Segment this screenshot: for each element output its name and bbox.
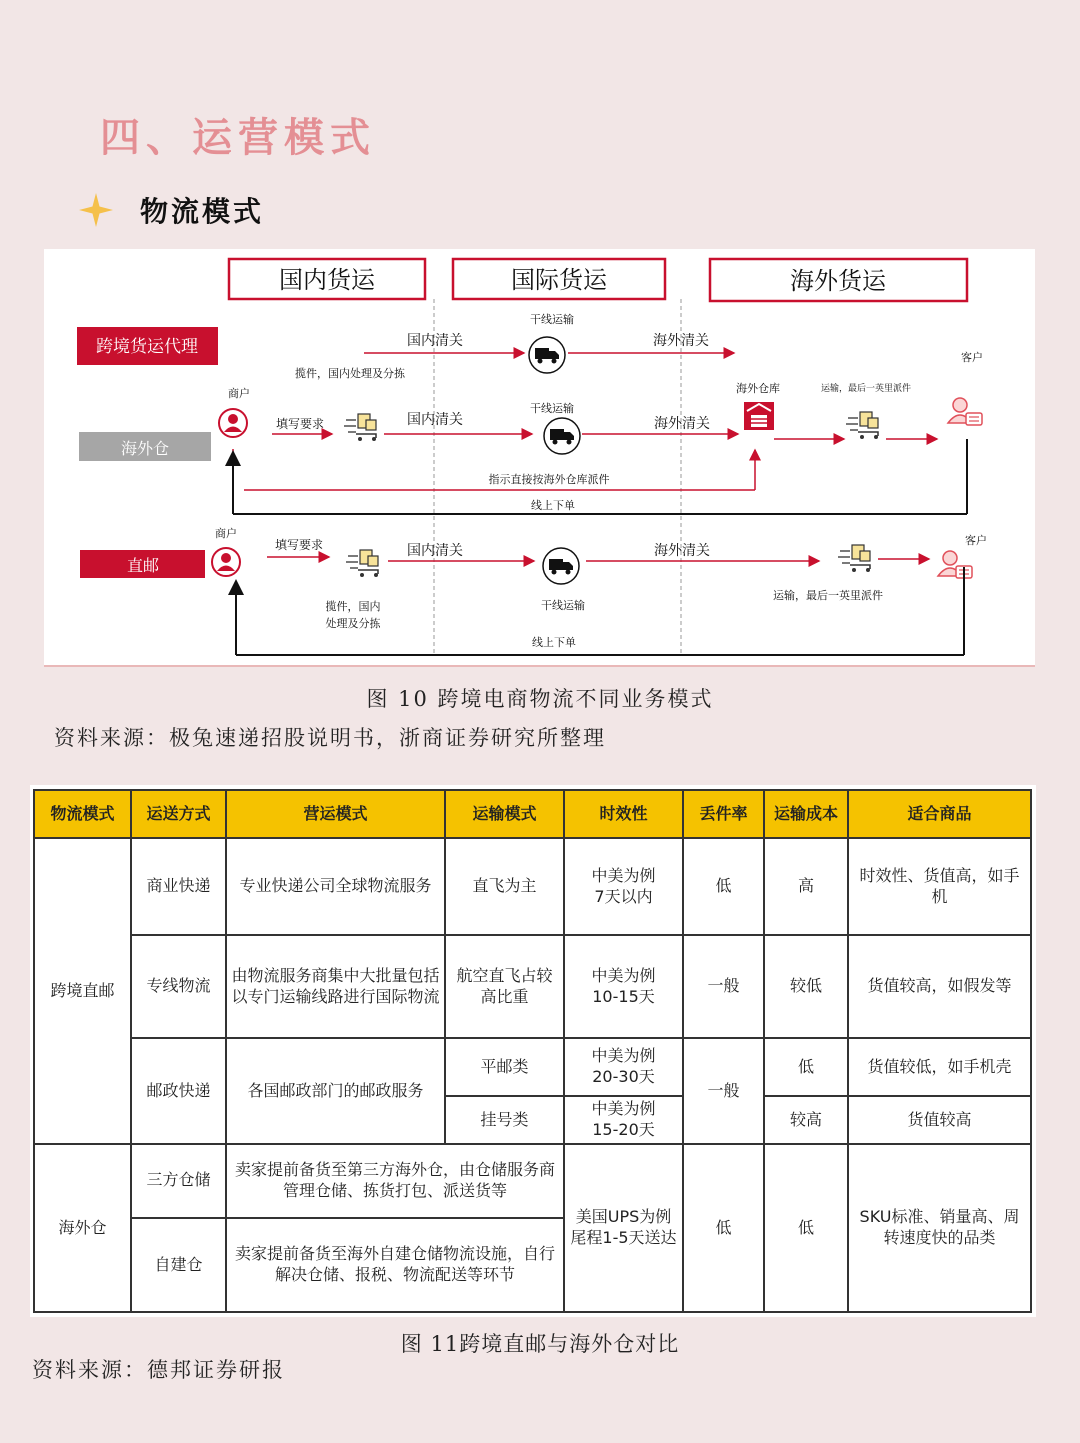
table-cell: 一般 xyxy=(683,1038,764,1144)
sorting-icon xyxy=(846,412,878,439)
table-cell: 货值较高，如假发等 xyxy=(848,935,1031,1038)
table-cell: 高 xyxy=(764,838,848,935)
table-cell: 商业快递 xyxy=(131,838,226,935)
logistics-diagram xyxy=(44,249,1035,667)
mode-cell: 跨境直邮 xyxy=(34,838,131,1144)
table-cell: 低 xyxy=(764,1144,848,1312)
table-cell: 一般 xyxy=(683,935,764,1038)
mode-cell: 海外仓 xyxy=(34,1144,131,1312)
section-subheading xyxy=(78,185,264,235)
table-cell: 中美为例 15-20天 xyxy=(564,1096,683,1144)
table-cell: 中美为例 7天以内 xyxy=(564,838,683,935)
row2-merchant-label: 商户 xyxy=(228,387,250,400)
table-cell: 货值较低，如手机壳 xyxy=(848,1038,1031,1096)
row1-overseas-clearance: 海外清关 xyxy=(653,333,709,349)
table-cell: 由物流服务商集中大批量包括以专门运输线路进行国际物流 xyxy=(226,935,445,1038)
table-cell: 平邮类 xyxy=(445,1038,564,1096)
sorting-icon xyxy=(838,545,870,572)
header-domestic-label: 国内货运 xyxy=(279,266,375,294)
col-header: 营运模式 xyxy=(226,790,445,838)
figure-11-source: 资料来源：德邦证券研报 xyxy=(32,1358,285,1382)
table-cell: 邮政快递 xyxy=(131,1038,226,1144)
mode-overseas-warehouse-label: 海外仓 xyxy=(120,439,170,458)
figure-10-source: 资料来源：极兔速递招股说明书，浙商证券研究所整理 xyxy=(54,726,606,750)
sorting-icon xyxy=(344,414,376,441)
truck-icon xyxy=(529,337,565,373)
row3-merchant-label: 商户 xyxy=(215,527,237,540)
row3-domestic-clearance: 国内清关 xyxy=(407,543,463,559)
table-cell: 较高 xyxy=(764,1096,848,1144)
col-header: 运输模式 xyxy=(445,790,564,838)
row2-customer-label: 客户 xyxy=(961,351,983,364)
comparison-table-panel xyxy=(30,785,1036,1317)
truck-icon xyxy=(544,418,580,454)
table-cell: 较低 xyxy=(764,935,848,1038)
table-cell: 货值较高 xyxy=(848,1096,1031,1144)
col-header: 适合商品 xyxy=(848,790,1031,838)
table-cell: 航空直飞占较高比重 xyxy=(445,935,564,1038)
row3-last-mile: 运输，最后一英里派件 xyxy=(773,589,883,602)
customer-icon xyxy=(938,551,972,578)
table-cell: 专业快递公司全球物流服务 xyxy=(226,838,445,935)
truck-icon xyxy=(543,548,579,584)
row2-fill-request: 填写要求 xyxy=(275,417,325,431)
row2-instruct: 指示直接按海外仓库派件 xyxy=(488,473,610,486)
row3-fill-request: 填写要求 xyxy=(274,538,324,552)
table-cell: 各国邮政部门的邮政服务 xyxy=(226,1038,445,1144)
figure-11-caption: 图 11跨境直邮与海外仓对比 xyxy=(400,1332,680,1356)
table-cell: 中美为例 10-15天 xyxy=(564,935,683,1038)
table-cell: 时效性、货值高，如手机 xyxy=(848,838,1031,935)
table-row xyxy=(34,1038,1031,1096)
table-cell: 美国UPS为例尾程1-5天送达 xyxy=(564,1144,683,1312)
col-header: 丢件率 xyxy=(683,790,764,838)
row3-online-order: 线上下单 xyxy=(532,636,576,649)
table-header-row xyxy=(34,790,1031,838)
table-cell: 专线物流 xyxy=(131,935,226,1038)
table-cell: 卖家提前备货至第三方海外仓，由仓储服务商管理仓储、拣货打包、派送货等 xyxy=(226,1144,564,1218)
warehouse-icon xyxy=(744,402,774,430)
header-overseas-label: 海外货运 xyxy=(790,267,886,295)
row2-overseas-wh-label: 海外仓库 xyxy=(736,382,780,395)
page-heading: 四、运营模式 xyxy=(100,115,376,161)
row3-customer-label: 客户 xyxy=(965,534,987,547)
row2-last-mile: 运输，最后一英里派件 xyxy=(820,384,912,394)
row2-pickup-label: 揽件，国内处理及分拣 xyxy=(295,367,405,380)
table-row xyxy=(34,838,1031,935)
row3-trunk-label: 干线运输 xyxy=(541,599,585,612)
row2-trunk-label: 干线运输 xyxy=(530,402,574,415)
table-row xyxy=(34,935,1031,1038)
row3-overseas-clearance: 海外清关 xyxy=(654,543,710,559)
row1-trunk-label: 干线运输 xyxy=(530,313,574,326)
table-cell: 中美为例 20-30天 xyxy=(564,1038,683,1096)
row2-overseas-clearance: 海外清关 xyxy=(654,416,710,432)
col-header: 时效性 xyxy=(564,790,683,838)
sorting-icon xyxy=(346,550,378,577)
star-icon xyxy=(78,192,114,228)
row1-domestic-clearance: 国内清关 xyxy=(407,333,463,349)
row2-domestic-clearance: 国内清关 xyxy=(407,412,463,428)
customer-icon xyxy=(948,398,982,425)
col-header: 运输成本 xyxy=(764,790,848,838)
table-cell: 直飞为主 xyxy=(445,838,564,935)
table-cell: 低 xyxy=(683,1144,764,1312)
header-international-label: 国际货运 xyxy=(511,266,607,294)
table-cell: 三方仓储 xyxy=(131,1144,226,1218)
table-cell: 自建仓 xyxy=(131,1218,226,1312)
table-cell: 低 xyxy=(683,838,764,935)
col-header: 运送方式 xyxy=(131,790,226,838)
comparison-table xyxy=(33,789,1032,1313)
table-cell: 挂号类 xyxy=(445,1096,564,1144)
row2-online-order: 线上下单 xyxy=(531,499,575,512)
col-header: 物流模式 xyxy=(34,790,131,838)
table-cell: 卖家提前备货至海外自建仓储物流设施，自行解决仓储、报税、物流配送等环节 xyxy=(226,1218,564,1312)
table-cell: SKU标准、销量高、周转速度快的品类 xyxy=(848,1144,1031,1312)
subheading-text: 物流模式 xyxy=(140,195,265,228)
mode-direct-label: 直邮 xyxy=(126,556,160,575)
figure-10-caption: 图 10 跨境电商物流不同业务模式 xyxy=(366,687,714,711)
row3-pickup-b: 处理及分拣 xyxy=(325,617,381,630)
row3-pickup-a: 揽件，国内 xyxy=(325,600,381,613)
merchant-icon xyxy=(219,409,247,437)
table-row xyxy=(34,1144,1031,1218)
merchant-icon xyxy=(212,548,240,576)
table-cell: 低 xyxy=(764,1038,848,1096)
mode-forwarder-label: 跨境货运代理 xyxy=(96,337,198,357)
